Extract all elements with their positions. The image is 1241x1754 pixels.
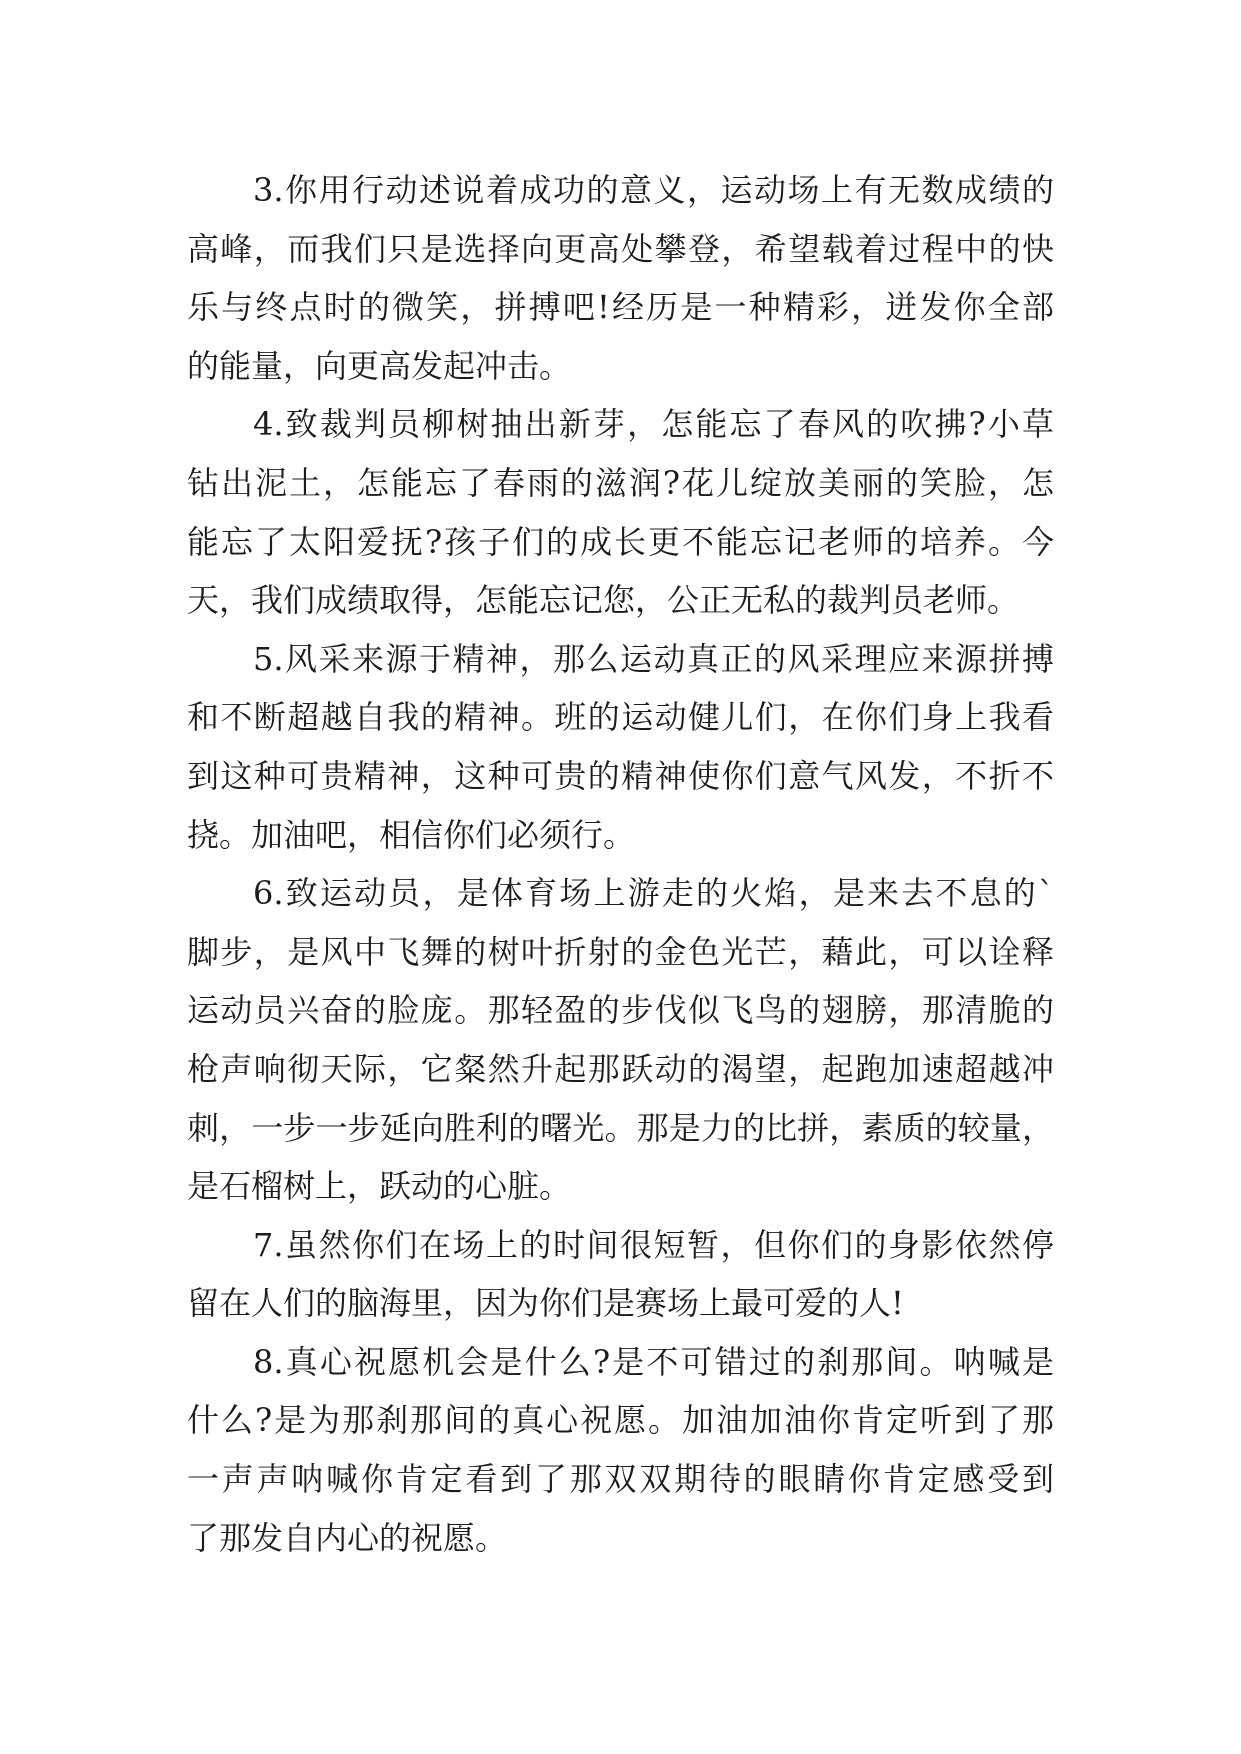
text-line: 一声声呐喊你肯定看到了那双双期待的眼睛你肯定感受到: [187, 1460, 1054, 1499]
text-line: 8.真心祝愿机会是什么?是不可错过的刹那间。呐喊是: [253, 1342, 1054, 1381]
paragraph-8: [187, 1333, 1054, 1567]
text-line: 乐与终点时的微笑，拼搏吧!经历是一种精彩，迸发你全部: [187, 288, 1054, 327]
text-line: 到这种可贵精神，这种可贵的精神使你们意气风发，不折不: [187, 756, 1054, 795]
text-line: 5.风采来源于精神，那么运动真正的风采理应来源拼搏: [253, 639, 1054, 678]
text-line: 6.致运动员，是体育场上游走的火焰，是来去不息的`: [253, 874, 1054, 913]
text-line: 的能量，向更高发起冲击。: [187, 346, 572, 385]
text-line: 运动员兴奋的脸庞。那轻盈的步伐似飞鸟的翅膀，那清脆的: [187, 991, 1054, 1030]
paragraph-3: [187, 161, 1054, 395]
text-line: 高峰，而我们只是选择向更高处攀登，希望载着过程中的快: [187, 229, 1054, 268]
text-line: 什么?是为那刹那间的真心祝愿。加油加油你肯定听到了那: [187, 1401, 1054, 1440]
text-line: 是石榴树上，跃动的心脏。: [187, 1167, 572, 1206]
paragraph-4: [187, 395, 1054, 629]
text-line: 脚步，是风中飞舞的树叶折射的金色光芒，藉此，可以诠释: [187, 932, 1054, 971]
text-line: 能忘了太阳爱抚?孩子们的成长更不能忘记老师的培养。今: [187, 522, 1054, 561]
document-body: [187, 161, 1054, 1567]
text-line: 枪声响彻天际，它粲然升起那跃动的渴望，起跑加速超越冲: [187, 1049, 1054, 1088]
text-line: 了那发自内心的祝愿。: [187, 1518, 508, 1557]
text-line: 留在人们的脑海里，因为你们是赛场上最可爱的人!: [187, 1284, 904, 1323]
paragraph-5: [187, 630, 1054, 864]
text-line: 挠。加油吧，相信你们必须行。: [187, 815, 636, 854]
text-line: 和不断超越自我的精神。班的运动健儿们，在你们身上我看: [187, 698, 1054, 737]
text-line: 7.虽然你们在场上的时间很短暂，但你们的身影依然停: [253, 1225, 1054, 1264]
text-line: 3.你用行动述说着成功的意义，运动场上有无数成绩的: [253, 171, 1054, 209]
paragraph-7: [187, 1216, 1054, 1333]
text-line: 钻出泥土，怎能忘了春雨的滋润?花儿绽放美丽的笑脸，怎: [187, 463, 1054, 502]
text-line: 刺，一步一步延向胜利的曙光。那是力的比拼，素质的较量，: [187, 1108, 1054, 1147]
paragraph-6: [187, 864, 1054, 1216]
text-line: 4.致裁判员柳树抽出新芽，怎能忘了春风的吹拂?小草: [253, 405, 1054, 444]
text-line: 天，我们成绩取得，怎能忘记您，公正无私的裁判员老师。: [187, 581, 1020, 620]
